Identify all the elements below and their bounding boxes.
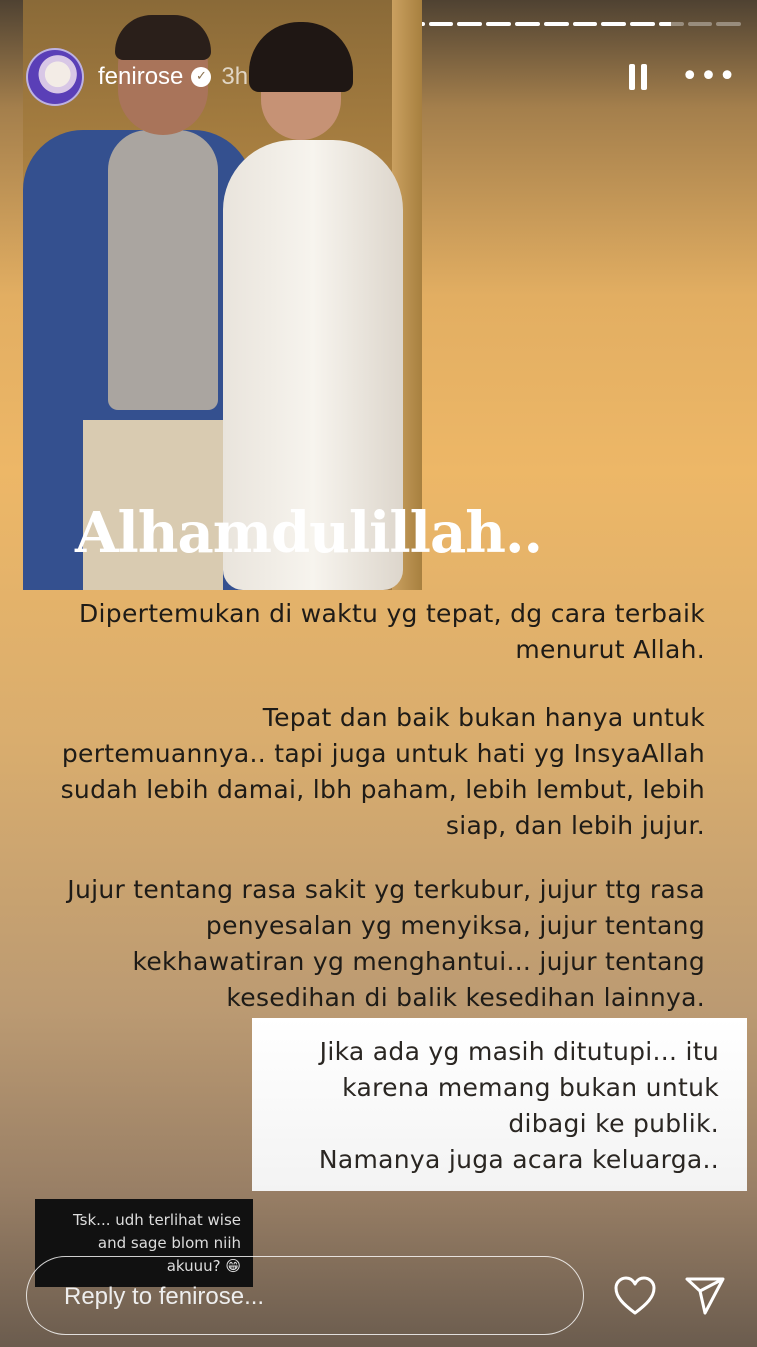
more-options-button[interactable]: •••: [680, 59, 737, 94]
story-title: Alhamdulillah..: [75, 500, 542, 566]
progress-segment: [544, 22, 569, 26]
highlighted-text-box: [252, 1018, 747, 1191]
story-text-1: Dipertemukan di waktu yg tepat, dg cara terbaik menurut Allah.: [78, 599, 705, 664]
progress-segment: [457, 22, 482, 26]
progress-segment: [688, 22, 713, 26]
pause-icon: [629, 64, 635, 90]
username[interactable]: fenirose: [98, 63, 184, 90]
story-header: [26, 48, 737, 106]
reply-input[interactable]: Reply to fenirose...: [26, 1256, 584, 1335]
progress-segment: [486, 22, 511, 26]
text-sticker: Tsk... udh terlihat wise and sage blom niih akuuu? 😁: [35, 1199, 253, 1287]
send-icon[interactable]: [684, 1276, 726, 1316]
progress-segment: [716, 22, 741, 26]
progress-segment: [601, 22, 626, 26]
progress-segment: [659, 22, 684, 26]
story-text-4: Jika ada yg masih ditutupi... itu karena memang bukan untuk dibagi ke publik. Namanya juga acara keluarga..: [318, 1037, 719, 1174]
avatar[interactable]: [26, 48, 84, 106]
story-text-2: Tepat dan baik bukan hanya untuk pertemuannya.. tapi juga untuk hati yg InsyaAllah sudah lebih damai, lbh paham, lebih lembut, lebih siap, dan lebih jujur.: [60, 703, 705, 840]
post-time: 3h: [221, 63, 249, 90]
pause-button[interactable]: [629, 64, 647, 90]
progress-segment: [630, 22, 655, 26]
progress-segment: [515, 22, 540, 26]
progress-segment: [573, 22, 598, 26]
verified-badge-icon: ✓: [191, 67, 211, 87]
heart-icon[interactable]: [613, 1276, 657, 1316]
progress-segment: [429, 22, 454, 26]
story-text-3: Jujur tentang rasa sakit yg terkubur, jujur ttg rasa penyesalan yg menyiksa, jujur tentang kekhawatiran yg menghantui... jujur tentang kesedihan di balik kesedihan lainnya.: [67, 875, 705, 1012]
